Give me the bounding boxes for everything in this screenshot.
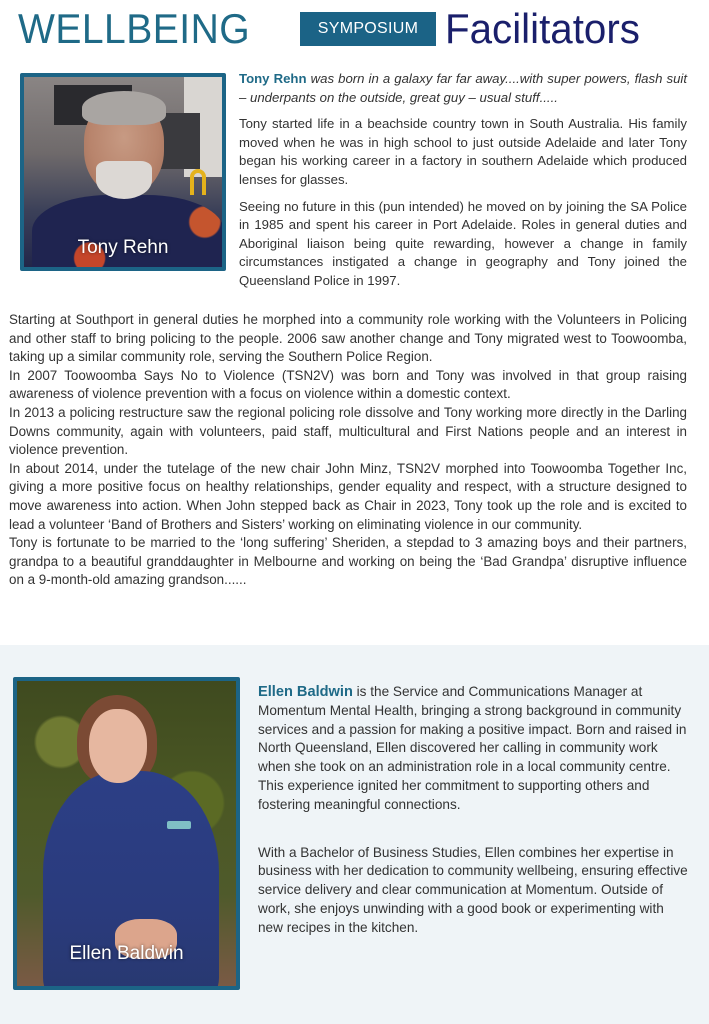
bio-paragraph: Seeing no future in this (pun intended) he moved on by joining the SA Police in 1985 and spent his career in Port Adelaide. Roles in general duties and Aboriginal liaison being quite rewarding, however a change in family circumstances instigated a change in geography and Tony joined the Queensland Police in 1997. bbox=[239, 198, 687, 288]
bio-paragraph: In 2007 Toowoomba Says No to Violence (TSN2V) was born and Tony was involved in that group raising awareness of violence prevention with a focus on violence within a domestic context. bbox=[9, 367, 687, 402]
page-header bbox=[0, 0, 709, 62]
photo-name-label: Ellen Baldwin bbox=[69, 943, 184, 964]
ellen-baldwin-photo bbox=[13, 677, 240, 990]
bio-name: Ellen Baldwin bbox=[258, 684, 353, 700]
bio-paragraph: Starting at Southport in general duties he morphed into a community role working with the Volunteers in Policing and other staff to bring policing to the people. 2006 saw another change and Tony migrated west to Toowoomba, taking up a similar community role, serving the Southern Police Region. bbox=[9, 312, 687, 365]
bio-intro-text: is the Service and Communications Manager at Momentum Mental Health, bringing a strong background in community services and a passion for making a positive impact. Born and raised in North Queensland, Ellen discovered her calling in community work when she took on an administration role in a local community centre. This experience ignited her commitment to supporting others and fostering meaningful connections. bbox=[258, 684, 687, 812]
bio-paragraph: Tony is fortunate to be married to the ‘long suffering’ Sheriden, a stepdad to 3 amazing boys and their partners, grandpa to a beautiful granddaughter in Melbourne and working on being the ‘Bad Grandpa’ disruptive influence on a 9-month-old amazing grandson...... bbox=[9, 535, 687, 588]
ellen-baldwin-bio bbox=[258, 683, 688, 938]
bio-intro-paragraph bbox=[239, 70, 687, 107]
bio-paragraph: With a Bachelor of Business Studies, Ellen combines her expertise in business with her dedication to community wellbeing, ensuring effective service delivery and clear communication at Momentum. Outside of work, she enjoys unwinding with a good book or experimenting with new recipes in the kitchen. bbox=[258, 844, 688, 935]
background-yellow-handle bbox=[190, 169, 206, 195]
bio-intro-text: was born in a galaxy far far away....with super powers, flash suit – underpants on the outside, great guy – usual stuff..... bbox=[239, 71, 687, 105]
portrait-beard bbox=[96, 161, 152, 199]
title-symposium-badge: SYMPOSIUM bbox=[300, 12, 436, 46]
portrait-face bbox=[89, 709, 147, 783]
tony-rehn-bio-intro bbox=[239, 70, 687, 299]
tony-rehn-photo bbox=[20, 73, 226, 271]
shirt-logo-icon bbox=[167, 821, 191, 829]
background-box bbox=[160, 113, 200, 169]
bio-paragraph: In about 2014, under the tutelage of the new chair John Minz, TSN2V morphed into Toowoomba Together Inc, giving a more positive focus on healthy relationships, gender equality and respect, with a structure designed to move awareness into action. When John stepped back as Chair in 2023, Tony took up the role and is excited to lead a volunteer ‘Band of Brothers and Sisters’ working on eliminating violence in our community. bbox=[9, 460, 687, 532]
portrait-shirt bbox=[32, 195, 224, 271]
bio-name: Tony Rehn bbox=[239, 71, 307, 86]
title-wellbeing: WELLBEING bbox=[18, 5, 251, 52]
bio-intro-paragraph bbox=[258, 683, 688, 815]
portrait-hair bbox=[82, 91, 166, 125]
bio-paragraph: In 2013 a policing restructure saw the regional policing role dissolve and Tony working more directly in the Darling Downs community, again with volunteers, paid staff, multicultural and First Nations people and an interest in violence prevention. bbox=[9, 404, 687, 458]
tony-rehn-bio-full bbox=[9, 311, 687, 590]
bio-paragraph: Tony started life in a beachside country town in South Australia. His family moved when he was in high school to just outside Adelaide and later Tony began his working career in a factory in southern Adelaide which produced lenses for glasses. bbox=[239, 116, 687, 187]
photo-name-label: Tony Rehn bbox=[77, 237, 169, 258]
title-facilitators: Facilitators bbox=[445, 5, 640, 52]
